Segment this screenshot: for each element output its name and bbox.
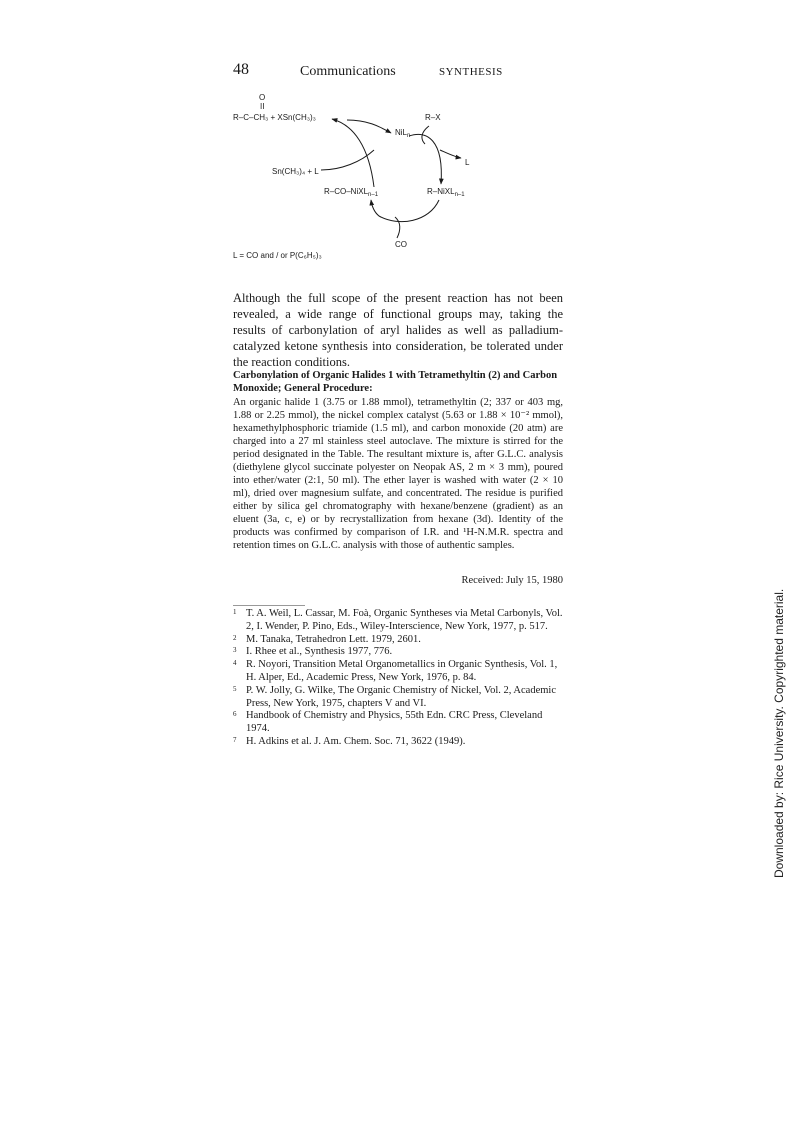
co-label: CO — [395, 240, 407, 249]
download-watermark: Downloaded by: Rice University. Copyrighted material. — [772, 588, 786, 878]
procedure-heading: Carbonylation of Organic Halides 1 with Tetramethyltin (2) and Carbon Monoxide; General Procedure: — [233, 370, 558, 394]
reference-item — [233, 710, 563, 736]
reference-number: 1 — [233, 608, 237, 616]
reference-text: T. A. Weil, L. Cassar, M. Foà, Organic Syntheses via Metal Carbonyls, Vol. 2, I. Wender, P. Pino, Eds., Wiley-Interscience, New York, 1977, p. 517. — [246, 608, 563, 632]
footnote-divider — [233, 605, 305, 606]
reductive-elimination-arrow — [332, 119, 374, 187]
references-list — [233, 608, 563, 749]
reference-text: M. Tanaka, Tetrahedron Lett. 1979, 2601. — [246, 633, 421, 645]
acyl-complex-label: R–CO–NiXL$_{n-1}$ — [324, 187, 379, 198]
co-entry-arrow — [395, 217, 400, 238]
carbonyl-oxygen: O — [259, 93, 266, 102]
section-title: Communications — [300, 64, 396, 79]
oxidative-addition-arrow — [409, 134, 441, 184]
product-label: R–C–CH₃ + XSn(CH₃)₃ — [233, 113, 316, 122]
catalyst-label: NiL$_n$ — [395, 128, 411, 139]
procedure-text: An organic halide 1 (3.75 or 1.88 mmol), tetramethyltin (2; 337 or 403 mg, 1.88 or 2.25 mmol), the nickel complex catalyst (5.63 or 1.88 × 10⁻² mmol), hexamethylphosphoric triamide (1.5 ml), and carbon monoxide (20 atm) are charged into a 27 ml stainless steel autoclave. The mixture is stirred for the period designated in the Table. The resultant mixture is, after G.L.C. analysis (diethylene glycol succinate polyester on Neopak AS, 2 m × 3 mm), poured into ether/water (2:1, 50 ml). The ether layer is washed with water (2 × 10 ml), dried over magnesium sulfate, and concentrated. The residue is purified either by silica gel chromatography with hexane/benzene (gradient) as an eluent (3a, c, e) or by recrystallization from hexane (3d). Identity of the products was confirmed by comparison of I.R. and ¹H-N.M.R. spectra and retention times on G.L.C. analysis with those of authentic samples. — [233, 397, 563, 551]
alkyl-complex-label: R–NiXL$_{n-1}$ — [427, 187, 465, 198]
ligand-definition-note: L = CO and / or P(C₆H₅)₃ — [233, 251, 322, 260]
tin-reagent-label: Sn(CH₃)₄ + L — [272, 167, 319, 176]
received-date: Received: July 15, 1980 — [461, 575, 563, 586]
reference-text: R. Noyori, Transition Metal Organometallics in Organic Synthesis, Vol. 1, H. Alper, Ed., Academic Press, New York, 1976, p. 84. — [246, 659, 558, 683]
ligand-label: L — [465, 158, 470, 167]
co-insertion-arrow — [371, 200, 439, 222]
reference-item — [233, 736, 563, 749]
reference-number: 7 — [233, 735, 237, 744]
reference-text: I. Rhee et al., Synthesis 1977, 776. — [246, 646, 393, 658]
reference-text: Handbook of Chemistry and Physics, 55th Edn. CRC Press, Cleveland 1974. — [246, 710, 543, 735]
carbonyl-double-bond: II — [260, 102, 265, 111]
reference-number: 3 — [233, 646, 237, 655]
reference-item — [233, 685, 563, 711]
body-paragraph: Although the full scope of the present reaction has not been revealed, a wide range of functional groups may, taking the results of carbonylation of aryl halides as well as palladium-catalyzed ketone synthesis into consideration, be tolerated under the reaction conditions. — [233, 291, 563, 369]
reference-number: 6 — [233, 710, 237, 719]
catalyst-regeneration-arrow — [347, 120, 391, 133]
reference-number: 2 — [233, 633, 237, 642]
reference-number: 4 — [233, 659, 237, 668]
reagent-label: R–X — [425, 113, 441, 122]
ligand-release-arrow — [440, 150, 461, 158]
reference-item — [233, 646, 563, 659]
journal-name: SYNTHESIS — [439, 66, 503, 78]
catalytic-cycle-scheme — [229, 92, 549, 262]
reference-item — [233, 634, 563, 647]
reference-text: H. Adkins et al. J. Am. Chem. Soc. 71, 3622 (1949). — [246, 735, 466, 747]
reference-text: P. W. Jolly, G. Wilke, The Organic Chemistry of Nickel, Vol. 2, Academic Press, New York, 1975, chapters V and VI. — [246, 684, 556, 709]
reference-item — [233, 608, 563, 634]
page-number: 48 — [233, 61, 249, 78]
reference-number: 5 — [233, 684, 237, 693]
reference-item — [233, 659, 563, 685]
